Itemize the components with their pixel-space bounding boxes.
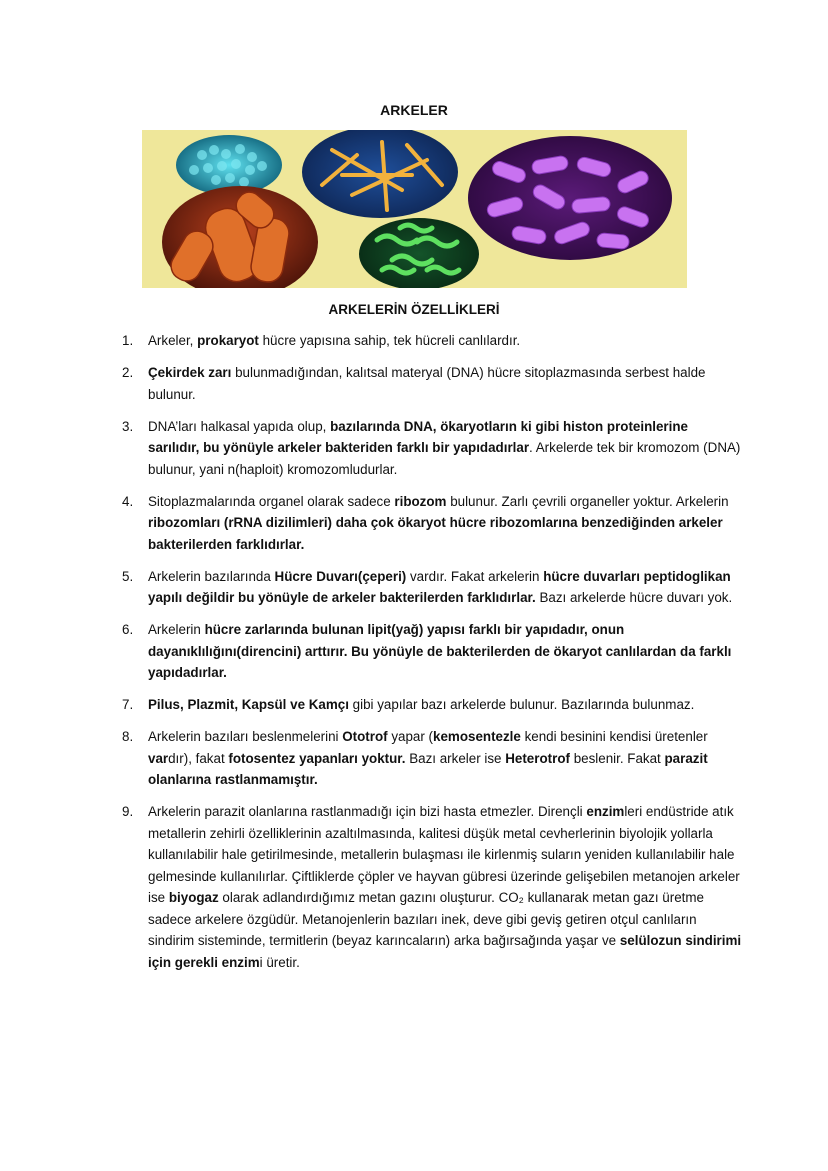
bold-text: enzim xyxy=(586,804,625,819)
green-spirals-image xyxy=(359,218,479,288)
list-item-text xyxy=(148,804,741,970)
bold-text: parazit olanlarına rastlanmamıştır. xyxy=(148,750,708,787)
bold-text: Pilus, Plazmit, Kapsül ve Kamçı xyxy=(148,697,349,712)
cyan-cocci-image xyxy=(176,135,282,195)
list-item-text xyxy=(148,622,731,680)
list-item-number: 5. xyxy=(122,568,134,584)
list-item-text xyxy=(148,333,520,348)
bold-text: hücre duvarları peptidoglikan yapılı değildir bu yönüyle de arkeler bakterilerden farklıdırlar. xyxy=(148,568,731,605)
list-item xyxy=(122,694,742,716)
text-segment: Arkelerin xyxy=(148,622,205,637)
text-segment: leri endüstride atık metallerin zehirli özelliklerinin azaltılmasında, kalitesi düşük metal cevherlerinin biyolojik yollarla kullanılabilir hale getirilmesinde, metallerin bulaşması ile kirlenmiş suların yeniden kullanılabilir hale gelmesinde kullanılırlar. Çiftliklerde çöpler ve hayvan gübresi üzerinde gelişebilen metanojen arkeler ise xyxy=(148,804,740,905)
bold-text: Hücre Duvarı(çeperi) xyxy=(274,568,407,584)
list-item xyxy=(122,330,742,352)
bold-text: prokaryot xyxy=(197,333,259,348)
bold-text: ribozomları (rRNA dizilimleri) daha çok ökaryot hücre ribozomlarına benzediğinden arkeler bakterilerden farklıdırlar. xyxy=(148,515,723,552)
bold-text: Ototrof xyxy=(342,729,388,744)
text-segment: Arkelerin parazit olanlarına rastlanmadığı için bizi hasta etmezler. Dirençli xyxy=(148,804,587,819)
list-item-text xyxy=(148,569,732,606)
bold-text: selülozun sindirimi için gerekli enzim xyxy=(148,933,742,970)
text-segment: Arkelerin bazıları beslenmelerini xyxy=(148,729,343,744)
features-list xyxy=(122,330,742,984)
list-item-number: 2. xyxy=(122,365,134,380)
list-item-text xyxy=(148,419,740,477)
text-segment: Bazı arkeler ise xyxy=(405,750,506,766)
bold-text: fotosentez yapanları yoktur. xyxy=(228,750,406,766)
archaea-banner-image xyxy=(142,130,687,288)
text-segment: olarak adlandırdığımız metan gazını oluşturur. CO₂ kullanarak metan gazı üretme sadece arkelere özgüdür. Metanojenlerin bazıları inek, deve gibi geviş getiren otçul canlıların sindirim sisteminde, termitlerin (beyaz karıncaların) arka bağırsağında yaşar ve xyxy=(148,890,704,948)
bold-text: biyogaz xyxy=(168,890,219,905)
list-item-text xyxy=(148,729,708,787)
list-item xyxy=(122,726,742,791)
text-segment: bulunmadığından, kalıtsal materyal (DNA) hücre sitoplazmasında serbest halde bulunur. xyxy=(148,365,706,402)
bold-text: Heterotrof xyxy=(505,750,570,766)
text-segment: yapar ( xyxy=(387,729,434,744)
text-segment: Bazı arkelerde hücre duvarı yok. xyxy=(535,590,733,605)
text-segment: vardır. Fakat arkelerin xyxy=(406,568,544,584)
orange-rods-image xyxy=(162,186,318,288)
bold-text: Çekirdek zarı xyxy=(148,365,232,380)
bold-text: bazılarında DNA, ökaryotların ki gibi histon proteinlerine sarılıdır, bu yönüyle arkeler bakteriden farklı bir yapıdadırlar xyxy=(148,418,688,455)
bold-text: kemosentezle xyxy=(433,729,521,744)
blue-filaments-image xyxy=(302,130,458,218)
bold-text: ribozom xyxy=(394,493,447,509)
list-item-text xyxy=(148,494,729,552)
list-item xyxy=(122,362,742,405)
list-item xyxy=(122,619,742,684)
list-item xyxy=(122,566,742,609)
list-item-number: 8. xyxy=(122,729,134,744)
text-segment: i üretir. xyxy=(259,954,300,970)
list-item-number: 9. xyxy=(122,804,134,819)
bold-text: var xyxy=(148,750,169,766)
list-item-number: 1. xyxy=(122,333,134,348)
page-title: ARKELER xyxy=(380,102,448,118)
text-segment: hücre yapısına sahip, tek hücreli canlılardır. xyxy=(258,333,521,348)
bold-text: hücre zarlarında bulunan lipit(yağ) yapısı farklı bir yapıdadır, onun dayanıklılığını(direncini) arttırır. Bu yönüyle de bakterilerden de ökaryot canlılardan da farklı yapıdadırlar. xyxy=(148,622,732,680)
text-segment: Arkelerin bazılarında xyxy=(148,568,275,584)
microbe-collage xyxy=(142,130,687,288)
purple-bacilli-image xyxy=(468,136,672,260)
text-segment: Arkeler, xyxy=(148,333,198,348)
text-segment: dır), fakat xyxy=(168,750,229,766)
list-item xyxy=(122,491,742,556)
section-heading: ARKELERİN ÖZELLİKLERİ xyxy=(328,302,500,317)
text-segment: . Arkelerde tek bir kromozom (DNA) bulunur, yani n(haploit) kromozomludurlar. xyxy=(148,440,741,477)
text-segment: kendi besinini kendisi üretenler xyxy=(520,729,708,744)
list-item-text xyxy=(148,697,694,712)
text-segment: bulunur. Zarlı çevrili organeller yoktur. Arkelerin xyxy=(446,493,729,509)
list-item-number: 6. xyxy=(122,622,134,637)
list-item-text xyxy=(148,365,706,402)
text-segment: DNA’ları halkasal yapıda olup, xyxy=(148,418,331,434)
text-segment: beslenir. Fakat xyxy=(569,750,665,766)
list-item-number: 3. xyxy=(122,418,134,434)
list-item-number: 4. xyxy=(122,493,134,509)
text-segment: Sitoplazmalarında organel olarak sadece xyxy=(148,493,395,509)
list-item xyxy=(122,801,742,973)
text-segment: gibi yapılar bazı arkelerde bulunur. Bazılarında bulunmaz. xyxy=(348,697,695,712)
list-item-number: 7. xyxy=(122,697,134,712)
list-item xyxy=(122,416,742,481)
